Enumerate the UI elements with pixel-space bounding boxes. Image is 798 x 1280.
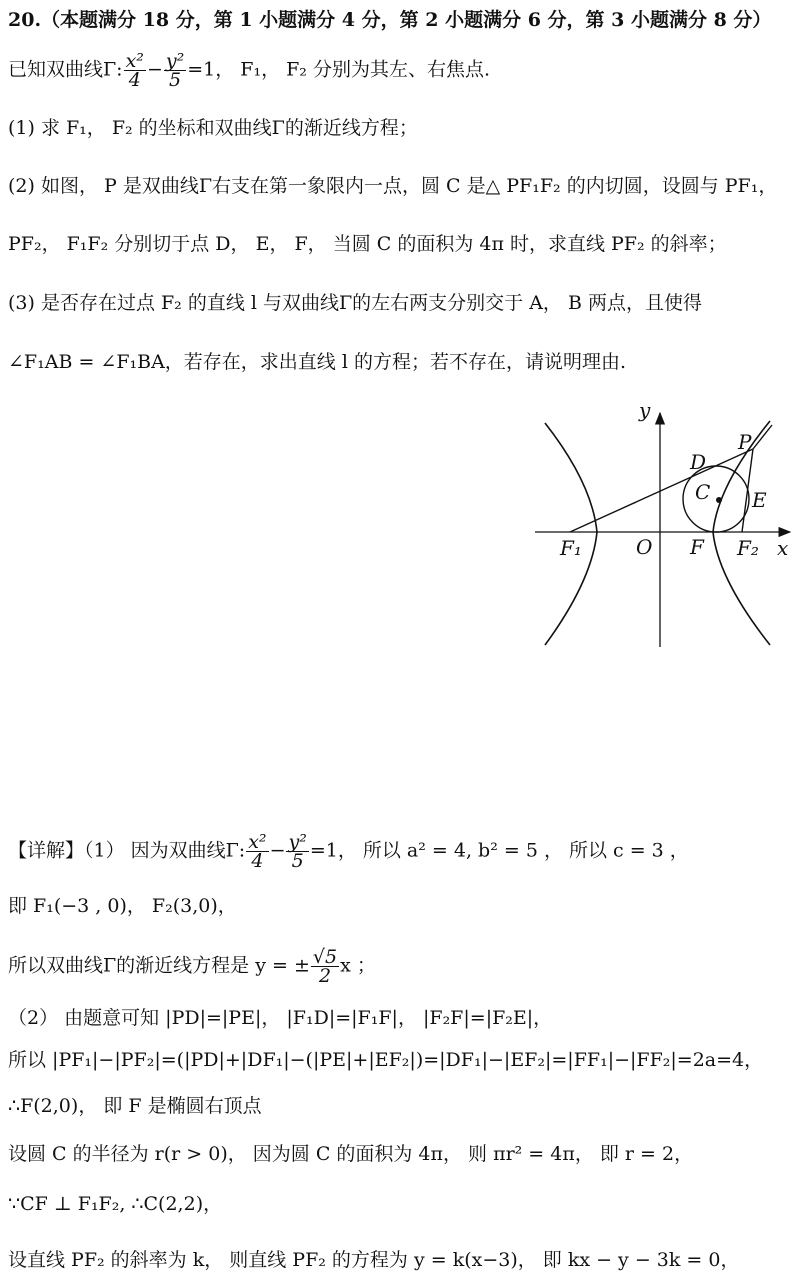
label-x: x xyxy=(777,536,789,560)
label-f1: F₁ xyxy=(560,536,582,560)
solution-line-8: ∵CF ⊥ F₁F₂, ∴C(2,2)， xyxy=(8,1193,223,1215)
solution-line-5: 所以 |PF₁|−|PF₂|=(|PD|+|DF₁|−(|PE|+|EF₂|)=|DF₁|−|EF₂|=|FF₁|−|FF₂|=2a=4， xyxy=(8,1049,764,1071)
label-p: P xyxy=(738,430,752,454)
center-point-c xyxy=(716,497,722,503)
question-2-line-1: (2) 如图， P 是双曲线Γ右支在第一象限内一点，圆 C 是△ PF₁F₂ 的内切圆，设圆与 PF₁， xyxy=(8,175,778,197)
fraction-numerator: x² xyxy=(125,50,144,72)
fraction-x2-4 xyxy=(124,52,146,89)
solution-3-suffix: x ； xyxy=(340,954,376,977)
fraction-denominator: 4 xyxy=(251,850,264,872)
fraction-sqrt5-2 xyxy=(311,948,339,985)
label-y: y xyxy=(639,398,651,422)
hyperbola-left-branch xyxy=(545,423,597,645)
label-e: E xyxy=(752,488,767,512)
given-suffix: =1， F₁， F₂ 分别为其左、右焦点. xyxy=(187,58,490,81)
fraction-denominator: 5 xyxy=(291,850,304,872)
given-line xyxy=(8,52,490,89)
label-f2: F₂ xyxy=(737,536,759,560)
question-3-line-2: ∠F₁AB = ∠F₁BA，若存在，求出直线 l 的方程；若不存在，请说明理由. xyxy=(8,351,627,373)
problem-header: 20.（本题满分 18 分，第 1 小题满分 4 分，第 2 小题满分 6 分，第 3 小题满分 8 分） xyxy=(8,9,772,31)
hyperbola-figure xyxy=(530,395,798,650)
question-3-line-1: (3) 是否存在过点 F₂ 的直线 l 与双曲线Γ的左右两支分别交于 A， B 两点，且使得 xyxy=(8,292,702,314)
solution-line-9: 设直线 PF₂ 的斜率为 k， 则直线 PF₂ 的方程为 y = k(x−3)， 即 kx − y − 3k = 0， xyxy=(8,1249,740,1271)
fraction-y2-5 xyxy=(286,833,308,870)
line-pf1-extension xyxy=(753,425,772,449)
label-origin: O xyxy=(636,535,653,559)
label-d: D xyxy=(690,450,707,474)
solution-line-3 xyxy=(8,948,376,985)
fraction-numerator: y² xyxy=(165,50,185,72)
fraction-denominator: 4 xyxy=(128,69,141,91)
given-prefix: 已知双曲线Γ: xyxy=(8,58,123,81)
question-1: (1) 求 F₁， F₂ 的坐标和双曲线Γ的渐近线方程； xyxy=(8,117,418,139)
solution-3-prefix: 所以双曲线Γ的渐近线方程是 y = ± xyxy=(8,954,310,977)
incircle-c xyxy=(683,466,749,532)
fraction-numerator: √5 xyxy=(312,946,338,968)
fraction-denominator: 5 xyxy=(168,69,182,91)
fraction-y2-5 xyxy=(164,52,186,89)
fraction-x2-4 xyxy=(246,833,268,870)
minus-sign: − xyxy=(269,839,286,862)
solution-line-2: 即 F₁(−3 , 0)， F₂(3,0)， xyxy=(8,895,237,917)
solution-line-6: ∴F(2,0)， 即 F 是椭圆右顶点 xyxy=(8,1095,262,1117)
label-c: C xyxy=(695,480,711,504)
label-f: F xyxy=(690,535,704,559)
fraction-denominator: 2 xyxy=(318,965,332,987)
solution-line-1 xyxy=(8,833,689,870)
solution-line-4: （2） 由题意可知 |PD|=|PE|， |F₁D|=|F₁F|， |F₂F|=|F₂E|， xyxy=(8,1007,553,1029)
solution-line-7: 设圆 C 的半径为 r(r > 0)， 因为圆 C 的面积为 4π， 则 πr² = 4π， 即 r = 2， xyxy=(8,1143,694,1165)
fraction-numerator: y² xyxy=(288,831,307,853)
solution-1-prefix: 【详解】（1） 因为双曲线Γ: xyxy=(8,839,246,862)
minus-sign: − xyxy=(146,58,163,81)
fraction-numerator: x² xyxy=(248,831,267,853)
solution-1-suffix: =1， 所以 a² = 4, b² = 5 ， 所以 c = 3 ， xyxy=(309,839,689,862)
question-2-line-2: PF₂， F₁F₂ 分别切于点 D， E， F， 当圆 C 的面积为 4π 时，求直线 PF₂ 的斜率； xyxy=(8,233,727,255)
